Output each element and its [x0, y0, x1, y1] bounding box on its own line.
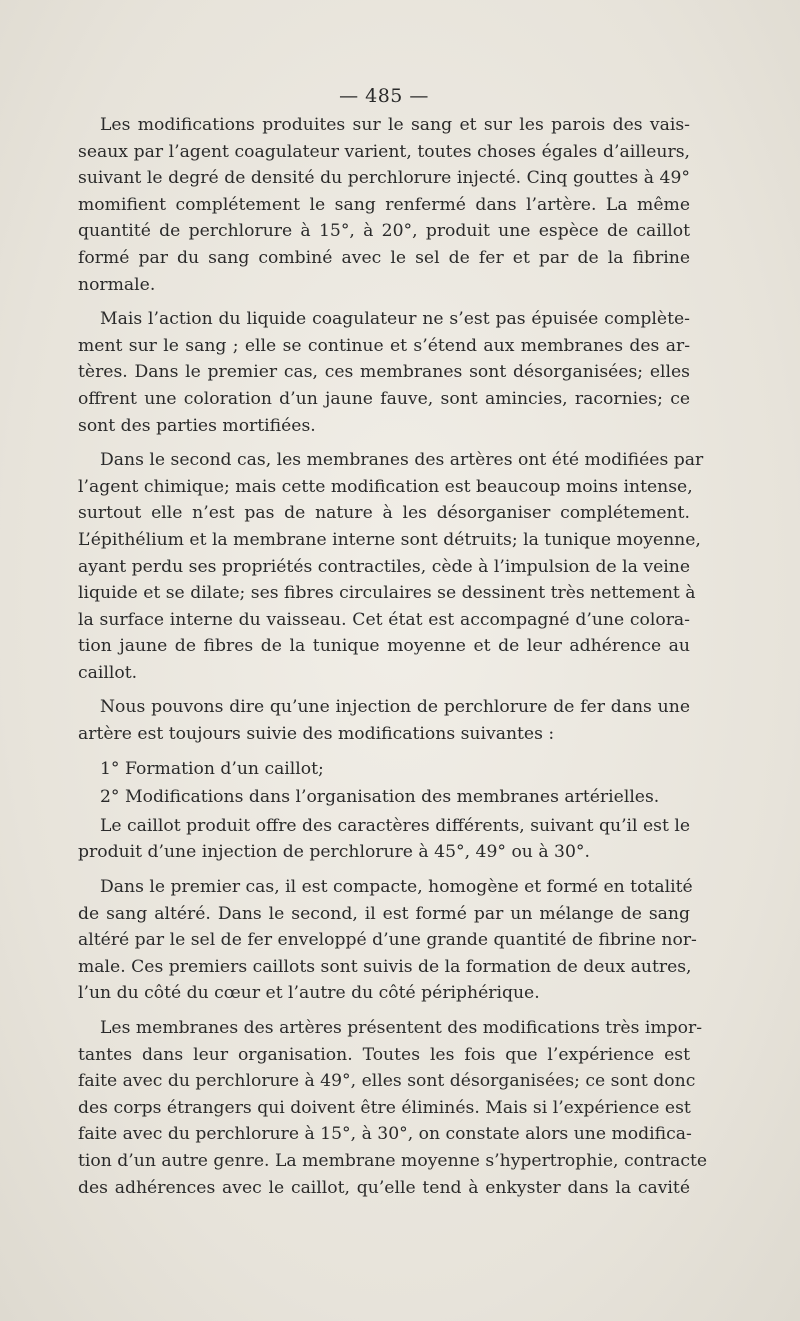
text-line: seaux par l’agent coagulateur varient, toutes choses égales d’ailleurs, — [78, 141, 690, 162]
text-line: male. Ces premiers caillots sont suivis de la formation de deux autres, — [78, 956, 692, 977]
text-line: quantité de perchlorure à 15°, à 20°, produit une espèce de caillot — [78, 221, 690, 242]
text-line: 2° Modifications dans l’organisation des membranes artérielles. — [100, 787, 660, 808]
list-item — [78, 756, 690, 783]
document-page — [78, 84, 708, 1209]
paragraph — [78, 1015, 708, 1201]
text-line: Dans le second cas, les membranes des artères ont été modifiées par — [100, 450, 704, 471]
text-line: l’agent chimique; mais cette modification est beaucoup moins intense, — [78, 476, 693, 497]
text-line: Les modifications produites sur le sang et sur les parois des vais- — [100, 115, 690, 135]
text-line: artère est toujours suivie des modifications suivantes : — [78, 724, 555, 745]
text-line: ment sur le sang ; elle se continue et s’étend aux membranes des ar- — [78, 335, 690, 356]
paragraph — [78, 874, 697, 1007]
body-text — [78, 112, 708, 1201]
text-line: altéré par le sel de fer enveloppé d’une grande quantité de fibrine nor- — [78, 930, 697, 951]
text-line: offrent une coloration d’un jaune fauve, sont amincies, racornies; ce — [78, 388, 690, 409]
text-line: normale. — [78, 274, 156, 295]
text-line: L’épithélium et la membrane interne sont détruits; la tunique moyenne, — [78, 529, 701, 550]
paragraph — [78, 813, 690, 866]
text-line: la surface interne du vaisseau. Cet état est accompagné d’une colora- — [78, 609, 690, 630]
text-line: faite avec du perchlorure à 15°, à 30°, on constate alors une modifica- — [78, 1124, 692, 1145]
text-line: tion jaune de fibres de la tunique moyenne et de leur adhérence au — [78, 636, 690, 657]
text-line: tères. Dans le premier cas, ces membranes sont désorganisées; elles — [78, 362, 690, 383]
text-line: produit d’une injection de perchlorure à 45°, 49° ou à 30°. — [78, 842, 590, 863]
text-line: de sang altéré. Dans le second, il est formé par un mélange de sang — [78, 903, 690, 924]
text-line: faite avec du perchlorure à 49°, elles sont désorganisées; ce sont donc — [78, 1071, 696, 1092]
text-line: momifient complétement le sang renfermé dans l’artère. La même — [78, 194, 690, 215]
text-line: caillot. — [78, 662, 138, 683]
paragraph — [78, 694, 690, 747]
text-line: sont des parties mortifiées. — [78, 415, 316, 436]
list-item — [78, 784, 690, 811]
paragraph — [78, 447, 704, 686]
text-line: surtout elle n’est pas de nature à les désorganiser complétement. — [78, 503, 690, 524]
text-line: Le caillot produit offre des caractères différents, suivant qu’il est le — [100, 815, 691, 836]
text-line: Mais l’action du liquide coagulateur ne s’est pas épuisée complète- — [100, 309, 690, 330]
text-line: tion d’un autre genre. La membrane moyenne s’hypertrophie, contracte — [78, 1150, 708, 1171]
text-line: Dans le premier cas, il est compacte, homogène et formé en totalité — [100, 877, 693, 898]
paragraph — [78, 112, 690, 298]
text-line: Nous pouvons dire qu’une injection de perchlorure de fer dans une — [100, 697, 690, 718]
text-line: liquide et se dilate; ses fibres circulaires se dessinent très nettement à — [78, 583, 696, 604]
text-line: 1° Formation d’un caillot; — [100, 758, 324, 779]
text-line: formé par du sang combiné avec le sel de fer et par de la fibrine — [78, 247, 690, 268]
text-line: Les membranes des artères présentent des modifications très impor- — [100, 1018, 703, 1038]
text-line: tantes dans leur organisation. Toutes les fois que l’expérience est — [78, 1044, 690, 1065]
text-line: l’un du côté du cœur et l’autre du côté périphérique. — [78, 983, 540, 1004]
text-line: des corps étrangers qui doivent être éliminés. Mais si l’expérience est — [78, 1097, 691, 1118]
text-line: des adhérences avec le caillot, qu’elle tend à enkyster dans la cavité — [78, 1177, 690, 1198]
paragraph — [78, 306, 690, 439]
text-line: ayant perdu ses propriétés contractiles, cède à l’impulsion de la veine — [78, 556, 690, 577]
page-number: — 485 — — [339, 85, 429, 107]
text-line: suivant le degré de densité du perchlorure injecté. Cinq gouttes à 49° — [78, 168, 690, 189]
